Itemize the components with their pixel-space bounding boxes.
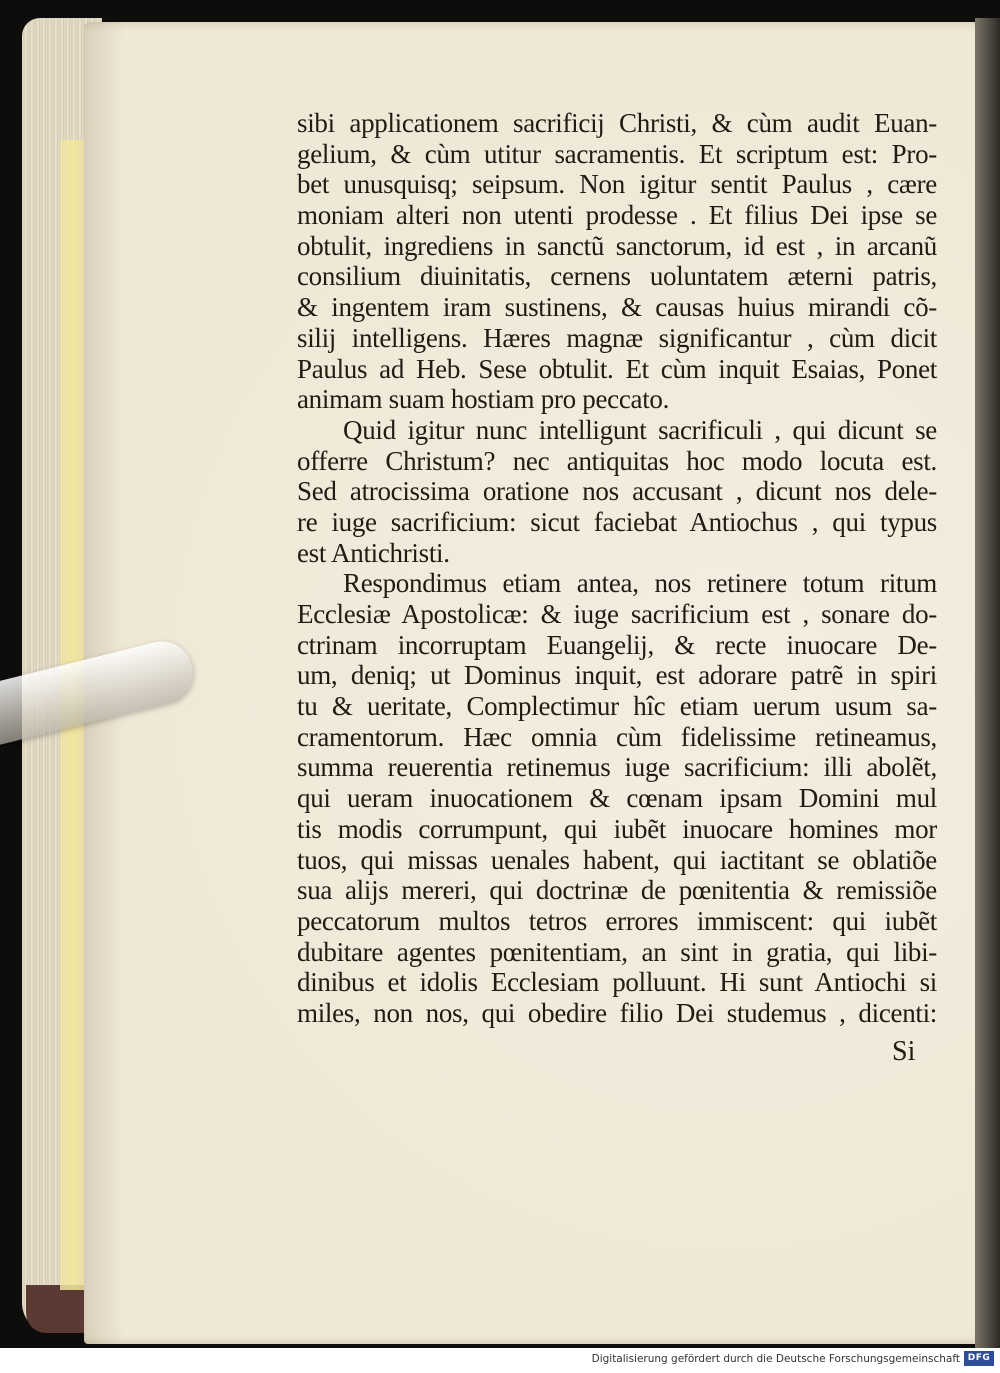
text-line: Quid igitur nunc intelligunt sacrificuli , qui dicunt se (343, 414, 937, 445)
text-line: um, deniq; ut Dominus inquit, est adorare patrẽ in spiri (297, 660, 937, 691)
text-line: ctrinam incorruptam Euangelij, & recte inuocare De- (297, 629, 937, 660)
text-line: re iuge sacrificium: sicut faciebat Antiochus , qui typus (297, 506, 937, 537)
catchword: Si (892, 1036, 916, 1067)
text-line: consilium diuinitatis, cernens uoluntatem æterni patris, (297, 261, 937, 292)
text-line: qui ueram inuocationem & cœnam ipsam Domini mul (297, 783, 937, 814)
dfg-logo: DFG (964, 1351, 994, 1366)
text-line: summa reuerentia retinemus iuge sacrificium: illi abolẽt, (297, 752, 937, 783)
text-line: tis modis corrumpunt, qui iubẽt inuocare homines mor (297, 813, 937, 844)
body-text (297, 108, 937, 1029)
text-line: animam suam hostiam pro peccato. (297, 384, 670, 415)
text-line: & ingentem iram sustinens, & causas huius mirandi cõ- (297, 292, 937, 323)
text-line: tuos, qui missas uenales habent, qui iactitant se oblatiõe (297, 844, 937, 875)
text-line: Respondimus etiam antea, nos retinere totum ritum (343, 568, 937, 599)
text-line: miles, non nos, qui obedire filio Dei studemus , dicenti: (297, 997, 937, 1028)
text-line: sibi applicationem sacrificij Christi, & cùm audit Euan- (297, 108, 937, 138)
text-line: dinibus et idolis Ecclesiam polluunt. Hi sunt Antiochi si (297, 967, 937, 998)
text-line: peccatorum multos tetros errores immiscent: qui iubẽt (297, 905, 937, 936)
text-line: gelium, & cùm utitur sacramentis. Et scriptum est: Pro- (297, 138, 937, 169)
text-line: sua alijs mereri, qui doctrinæ de pœnitentia & remissiõe (297, 875, 937, 906)
text-line: Ecclesiæ Apostolicæ: & iuge sacrificium est , sonare do- (297, 599, 937, 629)
text-line: obtulit, ingrediens in sanctũ sanctorum, id est , in arcanũ (297, 230, 937, 261)
text-line: offerre Christum? nec antiquitas hoc modo locuta est. (297, 445, 937, 476)
footer-bar (0, 1348, 1000, 1373)
text-line: silij intelligens. Hæres magnæ significantur , cùm dicit (297, 322, 937, 353)
text-line: tu & ueritate, Complectimur hîc etiam uerum usum sa- (297, 691, 937, 722)
gutter-shadow (975, 18, 1000, 1348)
text-line: Sed atrocissima oratione nos accusant , dicunt nos dele- (297, 476, 937, 507)
text-line: cramentorum. Hæc omnia cùm fidelissime retineamus, (297, 721, 937, 752)
text-line: Paulus ad Heb. Sese obtulit. Et cùm inquit Esaias, Ponet (297, 353, 937, 384)
text-line: moniam alteri non utenti prodesse . Et filius Dei ipse se (297, 200, 937, 231)
text-line: est Antichristi. (297, 537, 450, 568)
funding-notice: Digitalisierung gefördert durch die Deutsche Forschungsgemeinschaft (591, 1353, 960, 1365)
text-line: dubitare agentes pœnitentiam, an sint in gratia, qui libi- (297, 936, 937, 967)
text-line: bet unusquisq; seipsum. Non igitur sentit Paulus , cære (297, 169, 937, 200)
